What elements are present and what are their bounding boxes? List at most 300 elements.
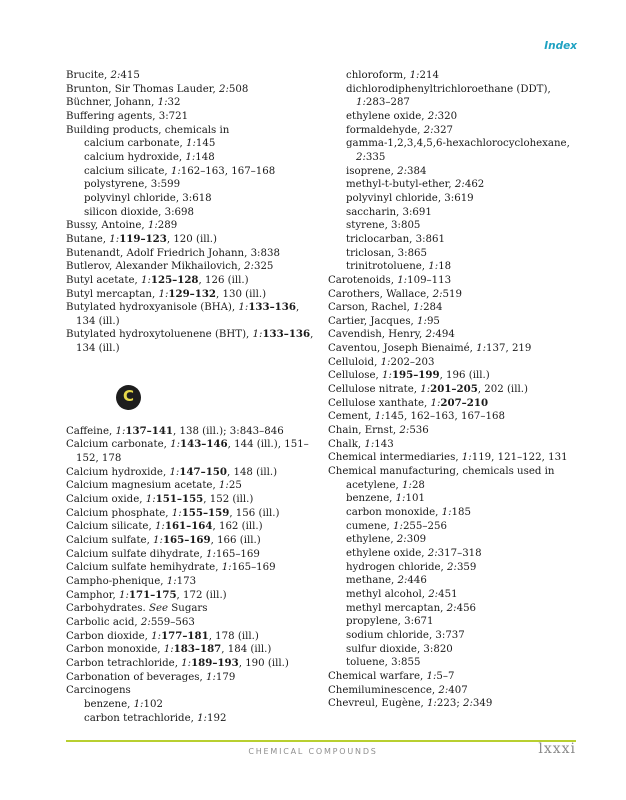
index-entry [66,479,320,493]
index-entry-text: 129–132 [168,287,217,300]
index-entry-text: Cellulose nitrate, [328,384,421,396]
index-entry-text: 283–287 [365,97,410,109]
index-entry-text: 2: [244,261,254,273]
index-entry-text: Butenandt, Adolf Friedrich Johann, 3:838 [66,247,280,259]
index-entry-text: Chemical warfare, [328,670,427,682]
index-entry-text: 1: [157,97,168,109]
index-entry-text: 2: [463,698,473,710]
index-entry-text: 202–203 [390,356,435,368]
letter-section-c [66,356,320,425]
index-entry-text: 1: [428,261,439,273]
index-entry-text: 145, 162–163, 167–168 [384,411,505,423]
index-entry-text: , 184 (ill.) [221,644,272,656]
index-entry-text: formaldehyde, [346,124,424,136]
index-entry-text: 2: [399,425,410,437]
index-entry-text: , 190 (ill.) [238,657,289,669]
index-entry-text: 359 [456,561,477,573]
footer-book-title: CHEMICAL COMPOUNDS [248,747,378,756]
index-entry-text: 179 [215,671,236,683]
index-entry-text: , 120 (ill.) [166,233,217,245]
index-entry-text: Calcium sulfate, [66,535,154,547]
index-entry-text: 201–205 [430,383,478,396]
index-entry-text: 185 [451,507,471,518]
index-entry [328,397,586,411]
index-entry-text: Butane, [66,233,110,245]
index-entry-text: , 126 (ill.) [198,274,249,286]
index-entry [66,438,320,465]
index-subentry [66,137,320,151]
index-entry [66,233,320,247]
index-entry-text: benzene, [346,493,396,505]
index-entry-text: methyl-t-butyl-ether, [346,179,455,191]
index-subentry [66,178,320,192]
index-entry [66,534,320,548]
index-entry-text: 109–113 [407,274,452,286]
index-entry-text: 1: [426,698,437,710]
index-entry-text: Carson, Rachel, [328,302,414,314]
index-entry-text: sodium chloride, 3:737 [346,629,465,641]
index-entry-text: , 202 (ill.) [477,384,528,396]
index-entry-text: Butylated hydroxyanisole (BHA), [66,302,239,314]
index-entry-text: 25 [228,480,242,492]
index-subentry [66,698,320,712]
index-entry [328,438,586,452]
index-entry-text: ethylene oxide, [346,110,428,122]
index-entry-text: polystyrene, 3:599 [84,179,181,191]
index-entry-text: 214 [419,70,439,81]
index-entry-text: 1: [382,370,392,382]
index-entry [66,520,320,534]
index-entry [328,670,586,684]
index-entry-text: 1: [151,630,162,642]
index-entry-text: 284 [423,302,443,314]
index-entry-text: 2: [397,575,408,587]
index-entry-text: Carbohydrates. [66,603,150,615]
index-entry-text: 536 [409,425,429,437]
index-entry-text: Carbon monoxide, [66,644,164,656]
index-entry-text: , 172 (ill.) [176,589,227,601]
index-entry-text: See [149,603,169,615]
letter-heading-badge: C [116,385,141,410]
index-entry-text: Cement, [328,411,375,423]
index-entry-text: 1: [158,288,169,300]
index-entry-text: methyl mercaptan, [346,602,447,614]
index-entry-text: 162–163, 167–168 [180,165,276,177]
index-entry-text: 2: [397,165,408,177]
index-subentry [328,561,586,575]
index-entry-text: Cellulose xanthate, [328,397,431,409]
index-entry-text: methyl alcohol, [346,588,429,600]
index-entry-text: gamma-1,2,3,4,5,6-hexachlorocyclohexane, [346,138,570,150]
index-entry [66,643,320,657]
index-entry-text: hydrogen chloride, [346,561,448,573]
index-entry-text: triclosan, 3:865 [346,247,428,259]
index-entry [66,124,320,138]
index-entry-text: 195–199 [391,369,440,382]
index-subentry [328,533,586,547]
index-subentry [328,124,586,138]
index-entry-text: 133–136 [262,328,311,341]
index-entry-text: styrene, 3:805 [346,220,421,232]
index-entry [66,260,320,274]
index-entry-text: 255–256 [402,520,447,532]
index-entry [328,301,586,315]
index-entry-text: 189–193 [191,656,239,669]
index-entry-text: 1: [140,274,151,286]
index-entry-text: 1: [430,397,441,409]
index-entry [66,561,320,575]
index-entry [66,507,320,521]
index-entry-text: 2: [446,602,457,614]
index-entry-text: 137–141 [125,424,174,437]
index-entry-text: carbon tetrachloride, [84,712,198,724]
index-entry-text: 173 [176,576,197,587]
index-entry-text: 2: [454,179,465,191]
index-entry-text: 1: [461,452,472,464]
index-entry [66,575,320,589]
index-entry [328,356,586,370]
index-entry-text: 102 [143,698,163,710]
index-entry-text: 2: [428,588,439,600]
index-entry-text: 559–563 [150,616,195,628]
index-entry-text: 1: [426,670,437,682]
index-entry-text: 2: [427,547,438,559]
index-entry [328,410,586,424]
index-subentry [66,206,320,220]
index-entry-text: 161–164 [164,520,213,533]
index-entry-text: Butlerov, Alexander Mikhailovich, [66,261,245,273]
index-entry-text: 508 [228,83,249,95]
index-entry-text: 1: [181,657,192,669]
entries-after-letter [66,425,320,725]
index-entry-text: 1: [166,576,177,587]
index-entry-text: Calcium phosphate, [66,507,172,519]
index-entry-text: 2: [110,70,121,81]
index-entry-text: 171–175 [128,588,177,601]
index-entry-text: , 156 (ill.) [229,507,280,519]
index-entry-text: Campho-phenique, [66,576,167,587]
index-subentry [66,712,320,726]
index-entry [66,602,320,616]
index-entry-text: 1: [476,343,487,355]
index-entry-text: 519 [442,288,462,300]
index-entry-text: methane, [346,575,398,587]
index-entry-text: Celluloid, [328,356,381,368]
entries-right [328,69,586,711]
index-entry-text: , 134 (ill.) [76,302,300,327]
index-entry-text: 1: [221,562,232,574]
index-entry-text: 192 [207,712,227,724]
index-entry-text: 1: [169,466,180,478]
index-entry [328,315,586,329]
index-entry-text: 165–169 [215,548,260,560]
index-entry-text: Carbon dioxide, [66,630,152,642]
index-entry-text: 165–169 [162,534,211,547]
index-entry-text: 1: [147,220,158,232]
index-entry-text: calcium hydroxide, [84,151,186,163]
index-entry-text: carbon monoxide, [346,507,442,518]
index-subentry [328,656,586,670]
index-entry [66,466,320,480]
index-subentry [328,219,586,233]
index-entry-text: 165–169 [231,562,276,574]
index-entry-text: Buffering agents, 3:721 [66,110,189,122]
index-entry-text: 325 [253,261,274,273]
index-entry-text: polyvinyl chloride, 3:619 [346,192,474,204]
index-subentry [328,206,586,220]
index-entry-text: 1: [393,520,403,532]
index-subentry [328,520,586,534]
index-entry-text: polyvinyl chloride, 3:618 [84,192,212,204]
index-entry-text: 155–159 [181,506,230,519]
index-entry-text: 1: [395,493,406,505]
index-entry-text: 32 [167,97,181,109]
index-subentry [328,629,586,643]
index-entry [66,548,320,562]
index-entry [66,589,320,603]
index-entry-text: Brucite, [66,70,111,81]
index-entry [66,684,320,698]
index-entry-text: 494 [435,329,455,341]
index-entry-text: Caventou, Joseph Bienaimé, [328,343,477,355]
index-entry [66,110,320,124]
index-entry [328,684,586,698]
index-entry-text: 147–150 [179,465,227,478]
index-entry-text: dichlorodiphenyltrichloroethane (DDT), [346,83,551,95]
index-entry-text: 28 [411,479,425,491]
index-entry-text: , 196 (ill.) [439,370,490,382]
index-entry-text: saccharin, 3:691 [346,206,432,218]
index-subentry [328,110,586,124]
index-subentry [328,192,586,206]
index-entry [66,616,320,630]
index-entry-text: 1: [364,438,375,450]
index-entry-text: Chalk, [328,438,365,450]
index-entry [66,301,320,328]
index-entry-text: Butylated hydroxytoluenene (BHT), [66,329,253,341]
index-entry-text: Carbonation of beverages, [66,671,206,683]
index-entry-text: Chemiluminescence, [328,684,439,696]
index-entry-text: Calcium sulfate dihydrate, [66,548,206,560]
index-entry-text: Butyl acetate, [66,274,141,286]
index-entry-text: 151–155 [155,493,204,506]
index-entry-text: , 178 (ill.) [208,630,259,642]
index-entry-text: Butyl mercaptan, [66,288,159,300]
index-entry-text: 145 [195,138,216,150]
index-entry-text: Bussy, Antoine, [66,220,148,232]
index-entry-text: Calcium sulfate hemihydrate, [66,562,222,574]
index-subentry [328,643,586,657]
index-entry-text: Calcium silicate, [66,521,155,533]
index-entry-text: Caffeine, [66,425,116,437]
index-entry [66,630,320,644]
index-entry-text: Cartier, Jacques, [328,315,418,327]
index-entry-text: 1: [205,548,216,560]
index-entry-text: Chemical intermediaries, [328,452,462,464]
index-entry-text: 289 [157,220,178,232]
index-entry-text: 335 [365,151,386,163]
index-subentry [328,547,586,561]
index-entry [66,247,320,261]
index-subentry [328,260,586,274]
index-entry [66,671,320,685]
index-entry-text: 2: [356,151,366,163]
index-entry-text: 384 [407,165,427,177]
index-entry-text: 1: [133,698,144,710]
index-entry-text: Chemical manufacturing, chemicals used in [328,466,555,478]
index-entry-text: 1: [170,165,181,177]
index-subentry [328,602,586,616]
index-entry-text: , 144 (ill.), 151–152, 178 [76,439,309,465]
index-entry [66,425,320,439]
index-entry-text: ethylene oxide, [346,547,428,559]
index-entry-text: 1: [413,302,424,314]
index-entry-text: 1: [252,329,263,341]
index-entry-text: 446 [407,575,427,587]
index-entry [328,369,586,383]
index-entry-text: cumene, [346,520,394,532]
index-entry-text: 1: [115,425,126,437]
index-entry-text: 1: [206,671,216,683]
index-subentry [328,615,586,629]
index-subentry [328,588,586,602]
index-entry-text: Calcium hydroxide, [66,466,170,478]
index-entry-text: 1: [163,644,174,656]
index-column-right [328,69,586,711]
index-entry [328,424,586,438]
index-subentry [328,506,586,520]
index-entry-text: 2: [447,561,457,573]
index-entry-text: 18 [438,261,452,273]
index-entry-text: acetylene, [346,479,403,491]
index-entry [328,274,586,288]
index-entry-text: 1: [218,480,229,492]
index-entry-text: 2: [432,288,443,300]
index-entry-text: propylene, 3:671 [346,616,434,628]
index-entry-text: 1: [402,479,412,491]
index-entry [328,288,586,302]
index-entry-text: Carbon tetrachloride, [66,657,182,669]
index-entry [66,69,320,83]
index-entry-text: 1: [397,274,408,286]
index-subentry [328,247,586,261]
index-entry-text: 2: [438,684,449,696]
index-entry [328,383,586,397]
index-entry-text: Cavendish, Henry, [328,329,426,341]
index-subentry [328,69,586,83]
index-entry-text: 1: [356,97,366,109]
index-entry-text: 1: [118,589,129,601]
index-entry [66,657,320,671]
index-entry-text: 456 [456,602,477,614]
index-entry [328,342,586,356]
index-entry-text: Carotenoids, [328,274,398,286]
index-entry-text: 5–7 [436,670,455,682]
index-entry-text: toluene, 3:855 [346,657,421,669]
index-entry-text: 1: [238,302,249,314]
index-entry-text: Brunton, Sir Thomas Lauder, [66,83,219,95]
index-subentry [328,492,586,506]
index-entry-text: Calcium magnesium acetate, [66,480,219,492]
index-entry-text: 1: [153,535,163,547]
index-entry-text: 137, 219 [486,343,532,355]
index-entry [328,451,586,465]
index-entry-text: calcium silicate, [84,165,171,177]
index-entry-text: 451 [438,588,458,600]
index-entry-text: Calcium carbonate, [66,439,171,451]
index-entry-text: Carothers, Wallace, [328,288,433,300]
index-entry-text: 2: [396,534,407,546]
index-entry-text: Carcinogens [66,685,131,697]
index-entry-text: 462 [464,179,485,191]
index-subentry [328,479,586,493]
index-entry [66,96,320,110]
index-entry-text: , 162 (ill.) [212,521,263,533]
index-entry-text: 1: [409,70,420,81]
index-entry-text: 223; [436,698,463,710]
index-entry-text: 2: [218,83,229,95]
index-entry-text: 101 [405,493,425,505]
index-column-left [66,69,320,725]
index-entry-text: 2: [427,110,438,122]
index-subentry [328,137,586,164]
index-entry [66,274,320,288]
index-subentry [328,233,586,247]
index-entry-text: 1: [186,138,196,150]
index-entry-text: Carbolic acid, [66,616,141,628]
index-subentry [66,151,320,165]
index-entry-text: 1: [145,494,156,506]
index-entry-text: 2: [423,124,434,136]
index-header-title: Index [544,40,577,52]
index-entry-text: , 134 (ill.) [76,329,314,355]
index-entry-text: Chain, Ernst, [328,425,400,437]
index-subentry [328,165,586,179]
index-entry-text: silicon dioxide, 3:698 [84,206,194,218]
index-entry-text: trinitrotoluene, [346,261,429,273]
index-entry-text: Sugars [168,603,208,615]
index-entry-text: 2: [140,616,151,628]
index-entry [328,465,586,479]
index-entry-text: benzene, [84,698,134,710]
index-entry-text: 1: [380,356,391,368]
index-entry-text: 1: [441,507,452,518]
index-entry-text: , 166 (ill.) [210,535,261,547]
index-entry-text: isoprene, [346,165,398,177]
index-entry-text: 1: [109,233,120,245]
index-entry [66,288,320,302]
index-entry-text: 125–128 [150,273,199,286]
index-entry-text: 2: [425,329,436,341]
index-entry [66,219,320,233]
index-entry-text: , 130 (ill.) [216,288,267,300]
index-subentry [66,165,320,179]
index-entry-text: 1: [154,521,165,533]
index-entry-text: 177–181 [161,629,209,642]
index-entry-text: Building products, chemicals in [66,124,230,136]
footer-page-number: lxxxi [538,741,576,757]
index-entry-text: 1: [374,411,385,423]
index-entry-text: , 138 (ill.); 3:843–846 [173,425,284,437]
index-entry-text: 183–187 [173,643,222,656]
index-entry-text: Büchner, Johann, [66,97,158,109]
index-entry-text: 309 [406,534,427,546]
index-entry [66,493,320,507]
index-subentry [66,192,320,206]
index-entry-text: 317–318 [437,547,482,559]
index-entry-text: calcium carbonate, [84,138,186,150]
index-entry-text: Chevreul, Eugène, [328,698,427,710]
